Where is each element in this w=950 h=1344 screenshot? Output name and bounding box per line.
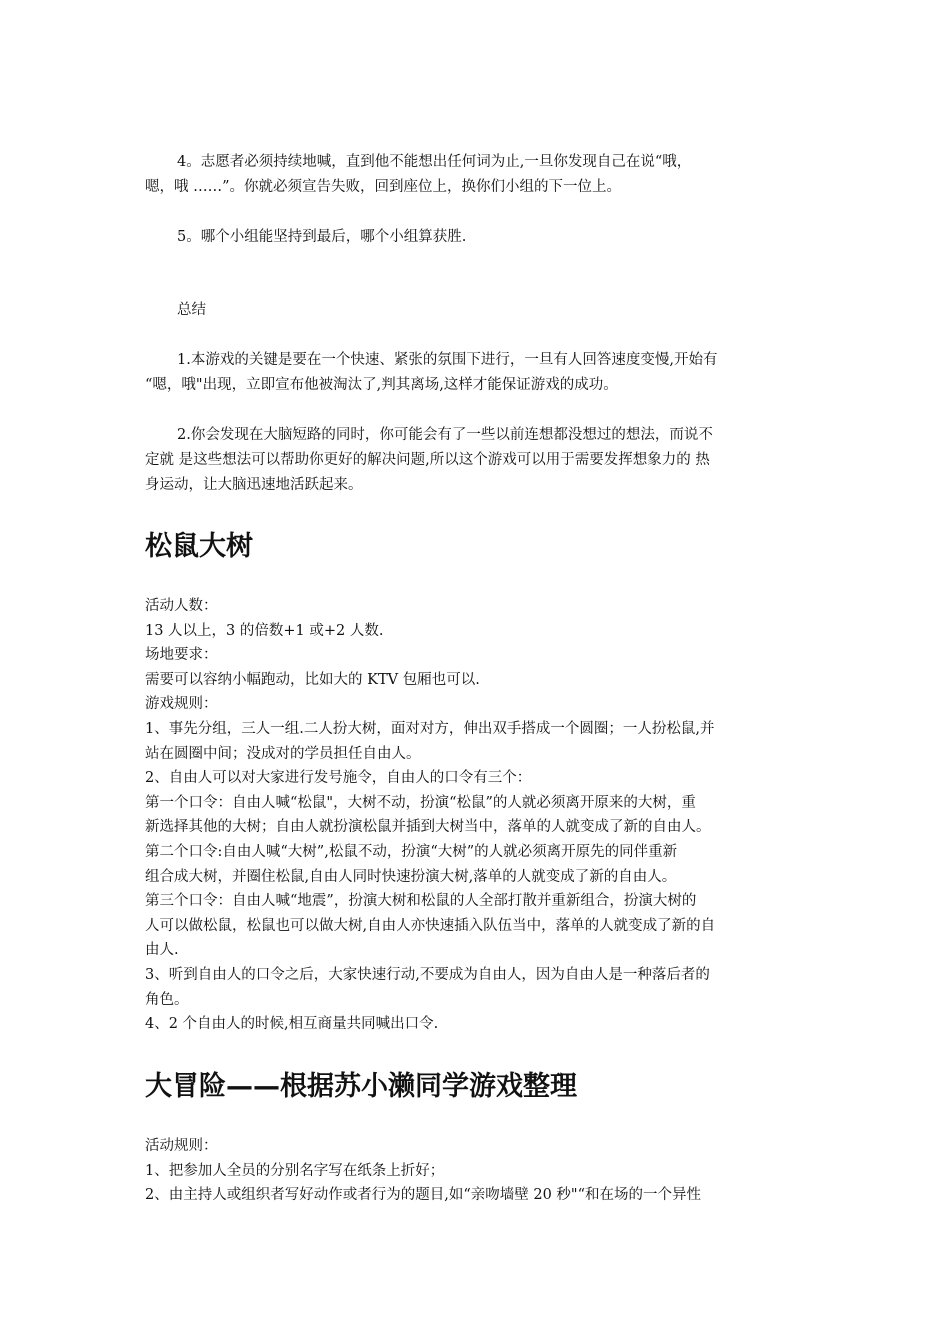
text-line: 第二个口令:自由人喊“大树”,松鼠不动，扮演“大树”的人就必须离开原先的同伴重新 xyxy=(145,843,678,860)
adventure-body xyxy=(145,1134,815,1208)
text-line: 需要可以容纳小幅跑动，比如大的 KTV 包厢也可以. xyxy=(145,671,480,688)
text-line: 1、事先分组，三人一组.二人扮大树，面对对方，伸出双手搭成一个圆圈；一人扮松鼠,并 xyxy=(145,720,715,737)
text-line: 身运动，让大脑迅速地活跃起来。 xyxy=(145,477,363,493)
text-line: 新选择其他的大树；自由人就扮演松鼠并插到大树当中，落单的人就变成了新的自由人。 xyxy=(145,819,711,836)
text-line: 场地要求： xyxy=(145,647,218,664)
text-line: 第三个口令：自由人喊“地震”，扮演大树和松鼠的人全部打散并重新组合，扮演大树的 xyxy=(145,893,697,910)
text-line: 3、听到自由人的口令之后，大家快速行动,不要成为自由人，因为自由人是一种落后者的 xyxy=(145,966,710,983)
text-line: 人可以做松鼠，松鼠也可以做大树,自由人亦快速插入队伍当中，落单的人就变成了新的自 xyxy=(145,917,716,934)
heading-squirrel-tree: 松鼠大树 xyxy=(145,531,253,562)
text-line: 角色。 xyxy=(145,991,189,1008)
paragraph-rule-4 xyxy=(145,150,810,200)
text-line: “嗯，哦"出现，立即宣布他被淘汰了,判其离场,这样才能保证游戏的成功。 xyxy=(145,377,618,393)
squirrel-tree-body xyxy=(145,594,815,1037)
summary-point-1 xyxy=(145,348,810,398)
paragraph-rule-5: 5。哪个小组能坚持到最后，哪个小组算获胜. xyxy=(177,229,467,245)
text-line: 活动规则： xyxy=(145,1138,218,1154)
text-line: 4。志愿者必须持续地喊，直到他不能想出任何词为止,一旦你发现自己在说“哦， xyxy=(177,154,692,170)
text-line: 1.本游戏的关键是要在一个快速、紧张的氛围下进行，一旦有人回答速度变慢,开始有 xyxy=(177,352,718,368)
text-line: 活动人数： xyxy=(145,598,218,614)
text-line: 组合成大树，并圈住松鼠,自由人同时快速扮演大树,落单的人就变成了新的自由人。 xyxy=(145,868,677,885)
summary-point-2 xyxy=(145,423,810,498)
text-line: 1、把参加人全员的分别名字写在纸条上折好； xyxy=(145,1162,445,1179)
text-line: 4、2 个自由人的时候,相互商量共同喊出口令. xyxy=(145,1016,439,1033)
text-line: 2.你会发现在大脑短路的同时，你可能会有了一些以前连想都没想过的想法，而说不 xyxy=(177,427,713,443)
text-line: 13 人以上，3 的倍数+1 或+2 人数. xyxy=(145,622,384,639)
summary-title: 总结 xyxy=(177,302,206,318)
text-line: 嗯，哦 ……”。你就必须宣告失败，回到座位上，换你们小组的下一位上。 xyxy=(145,179,622,195)
text-line: 2、由主持人或组织者写好动作或者行为的题目,如“亲吻墙壁 20 秒"“和在场的一个异性 xyxy=(145,1187,701,1204)
text-line: 第一个口令：自由人喊“松鼠"，大树不动，扮演“松鼠”的人就必须离开原来的大树，重 xyxy=(145,794,696,811)
heading-adventure: 大冒险——根据苏小濑同学游戏整理 xyxy=(145,1071,577,1102)
text-line: 游戏规则： xyxy=(145,696,218,713)
text-line: 由人. xyxy=(145,942,179,959)
text-line: 2、自由人可以对大家进行发号施令，自由人的口令有三个： xyxy=(145,770,532,787)
text-line: 站在圆圈中间；没成对的学员担任自由人。 xyxy=(145,745,421,762)
text-line: 定就 是这些想法可以帮助你更好的解决问题,所以这个游戏可以用于需要发挥想象力的 热 xyxy=(145,452,710,468)
